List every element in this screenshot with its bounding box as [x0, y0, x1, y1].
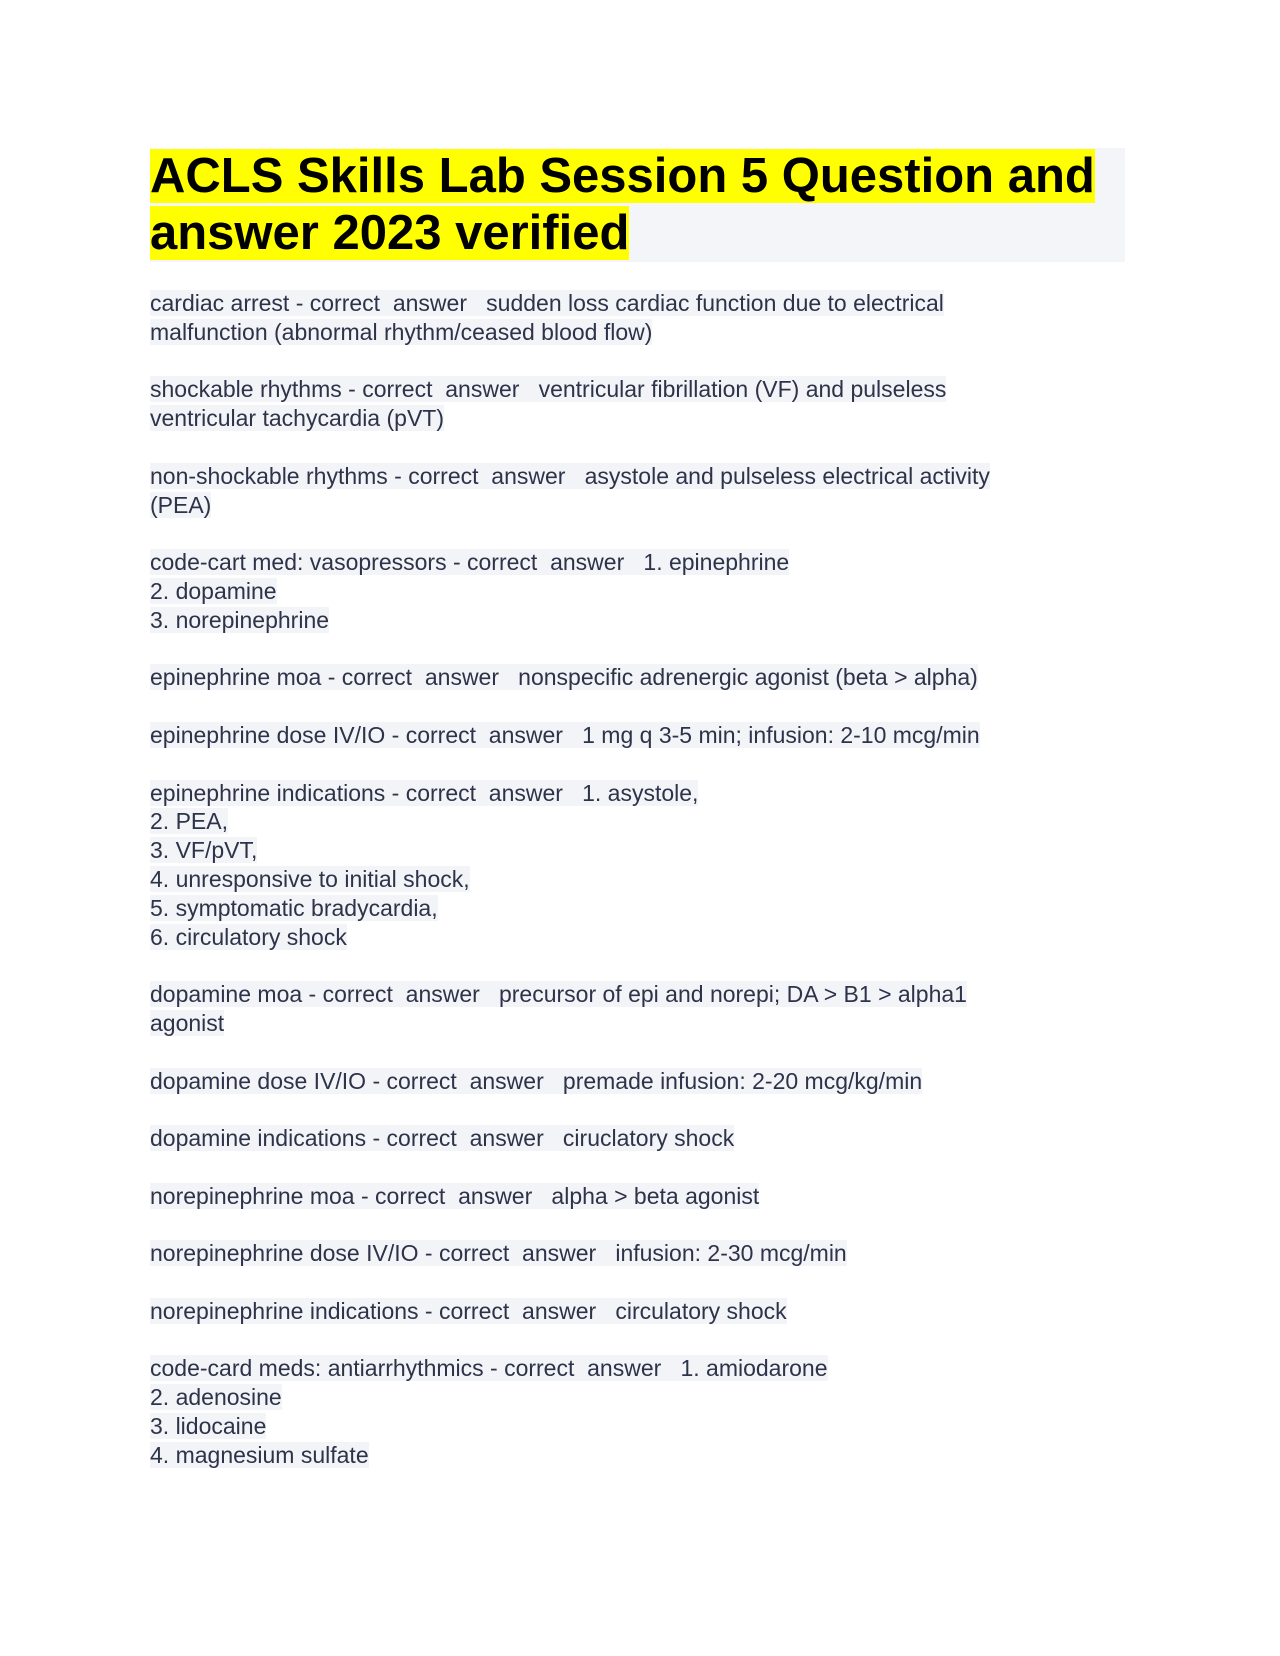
qa-continuation-line — [150, 865, 1130, 894]
qa-entry — [150, 548, 1130, 634]
highlight-run — [150, 664, 978, 690]
qa-continuation-line — [150, 923, 1130, 952]
qa-first-line — [150, 1239, 1130, 1268]
qa-answer: 1. asystole, — [582, 779, 699, 806]
qa-answer: 4. unresponsive to initial shock, — [150, 865, 470, 892]
qa-entry — [150, 721, 1130, 750]
qa-continuation-line — [150, 1009, 1130, 1038]
title-block — [150, 148, 1125, 262]
qa-term: cardiac arrest — [150, 290, 290, 316]
qa-first-line — [150, 375, 1130, 404]
qa-answer: 1. epinephrine — [643, 549, 790, 576]
qa-first-line — [150, 1124, 1130, 1153]
qa-answer: alpha > beta agonist — [551, 1182, 760, 1209]
qa-separator: - correct answer — [289, 290, 487, 316]
qa-answer: sudden loss cardiac function due to electrical — [486, 290, 944, 316]
highlight-run — [150, 290, 944, 316]
highlight-run — [150, 1298, 787, 1324]
qa-term: code-cart med: vasopressors — [150, 549, 447, 576]
qa-entry — [150, 289, 1130, 347]
highlight-run — [150, 1010, 224, 1036]
highlight-run — [150, 578, 277, 604]
qa-entry — [150, 779, 1130, 952]
highlight-run — [150, 463, 990, 489]
qa-answer: 5. symptomatic bradycardia, — [150, 894, 438, 921]
qa-term: dopamine dose IV/IO — [150, 1067, 367, 1094]
qa-continuation-line — [150, 491, 1130, 520]
qa-first-line — [150, 663, 1130, 692]
qa-term: dopamine moa — [150, 981, 303, 1008]
qa-entry — [150, 663, 1130, 692]
qa-separator: - correct answer — [302, 981, 499, 1008]
qa-separator: - correct answer — [418, 1240, 616, 1267]
qa-entry — [150, 980, 1130, 1038]
qa-first-line — [150, 289, 1130, 318]
qa-term: norepinephrine indications — [150, 1297, 419, 1324]
qa-term: epinephrine indications — [150, 779, 386, 806]
qa-answer: 2. dopamine — [150, 577, 277, 604]
highlight-run — [150, 808, 228, 834]
highlight-run — [150, 866, 470, 892]
qa-term: code-card meds: antiarrhythmics — [150, 1355, 484, 1382]
qa-answer: 4. magnesium sulfate — [150, 1441, 369, 1468]
qa-continuation-line — [150, 318, 1130, 347]
highlight-run — [150, 895, 438, 921]
qa-continuation-line — [150, 894, 1130, 923]
qa-separator: - correct answer — [385, 721, 583, 748]
qa-separator: - correct answer — [341, 376, 539, 403]
qa-entry — [150, 1297, 1130, 1326]
qa-first-line — [150, 779, 1130, 808]
qa-answer: infusion: 2-30 mcg/min — [615, 1240, 847, 1267]
qa-separator: - correct answer — [446, 549, 644, 576]
qa-separator: - correct answer — [366, 1067, 563, 1094]
qa-answer: precursor of epi and norepi; DA > B1 > alpha1 — [498, 981, 967, 1008]
qa-answer: 2. adenosine — [150, 1384, 282, 1411]
qa-answer: ciruclatory shock — [562, 1125, 735, 1152]
qa-continuation-line — [150, 836, 1130, 865]
qa-continuation-line — [150, 577, 1130, 606]
qa-answer: 1. amiodarone — [680, 1355, 828, 1382]
qa-answer: malfunction (abnormal rhythm/ceased blood flow) — [150, 318, 653, 345]
highlight-run — [150, 981, 967, 1007]
qa-term: shockable rhythms — [150, 376, 342, 403]
qa-separator: - correct answer — [387, 462, 585, 489]
highlight-run — [150, 1183, 759, 1209]
qa-answer: 3. norepinephrine — [150, 606, 330, 633]
qa-first-line — [150, 1067, 1130, 1096]
qa-answer: 1 mg q 3-5 min; infusion: 2-10 mcg/min — [582, 721, 980, 748]
qa-entry — [150, 1067, 1130, 1096]
qa-term: dopamine indications — [150, 1125, 367, 1152]
qa-separator: - correct answer — [418, 1297, 616, 1324]
qa-separator: - correct answer — [483, 1355, 681, 1382]
qa-term: epinephrine moa — [150, 664, 322, 691]
qa-continuation-line — [150, 404, 1130, 433]
qa-separator: - correct answer — [366, 1125, 563, 1152]
qa-entry — [150, 1182, 1130, 1211]
qa-term: norepinephrine moa — [150, 1182, 355, 1209]
qa-first-line — [150, 462, 1130, 491]
qa-separator: - correct answer — [354, 1182, 552, 1209]
qa-first-line — [150, 1354, 1130, 1383]
qa-answer: agonist — [150, 1009, 225, 1036]
qa-list — [150, 289, 1130, 1470]
qa-continuation-line — [150, 606, 1130, 635]
qa-answer: circulatory shock — [615, 1297, 787, 1324]
highlight-run — [150, 405, 444, 431]
qa-continuation-line — [150, 1383, 1130, 1412]
highlight-run — [150, 492, 211, 518]
qa-continuation-line — [150, 1412, 1130, 1441]
qa-answer: ventricular fibrillation (VF) and pulseless — [538, 376, 947, 403]
highlight-run — [150, 1384, 282, 1410]
qa-separator: - correct answer — [321, 664, 519, 691]
qa-answer: 3. lidocaine — [150, 1413, 267, 1440]
qa-first-line — [150, 980, 1130, 1009]
qa-continuation-line — [150, 1441, 1130, 1470]
highlight-run — [150, 549, 789, 575]
qa-answer: ventricular tachycardia (pVT) — [150, 405, 444, 432]
qa-first-line — [150, 1297, 1130, 1326]
qa-answer: 2. PEA, — [150, 808, 228, 835]
qa-continuation-line — [150, 807, 1130, 836]
title-line-1: ACLS Skills Lab Session 5 Question and — [150, 149, 1095, 203]
qa-term: norepinephrine dose IV/IO — [150, 1240, 419, 1267]
highlight-run — [150, 722, 980, 748]
qa-answer: (PEA) — [150, 491, 212, 518]
document-page — [150, 148, 1130, 1498]
qa-term: non-shockable rhythms — [150, 462, 388, 489]
highlight-run — [150, 1125, 734, 1151]
qa-answer: 3. VF/pVT, — [150, 837, 258, 864]
qa-first-line — [150, 548, 1130, 577]
highlight-run — [150, 376, 946, 402]
highlight-run — [150, 319, 652, 345]
highlight-run — [150, 1068, 922, 1094]
qa-entry — [150, 1124, 1130, 1153]
highlight-run — [150, 837, 257, 863]
highlight-run — [150, 924, 347, 950]
qa-first-line — [150, 721, 1130, 750]
highlight-run — [150, 1240, 847, 1266]
qa-entry — [150, 1354, 1130, 1469]
title-line-2: answer 2023 verified — [150, 206, 630, 260]
qa-first-line — [150, 1182, 1130, 1211]
qa-term: epinephrine dose IV/IO — [150, 721, 386, 748]
highlight-run — [150, 1442, 369, 1468]
page-title — [150, 148, 1125, 262]
qa-answer: 6. circulatory shock — [150, 923, 347, 950]
qa-answer: premade infusion: 2-20 mcg/kg/min — [562, 1067, 923, 1094]
highlight-run — [150, 1413, 266, 1439]
qa-separator: - correct answer — [385, 779, 583, 806]
qa-entry — [150, 462, 1130, 520]
highlight-run — [150, 1355, 828, 1381]
qa-entry — [150, 375, 1130, 433]
qa-answer: nonspecific adrenergic agonist (beta > alpha) — [518, 664, 978, 691]
highlight-run — [150, 780, 698, 806]
qa-entry — [150, 1239, 1130, 1268]
highlight-run — [150, 607, 329, 633]
qa-answer: asystole and pulseless electrical activity — [584, 462, 990, 489]
